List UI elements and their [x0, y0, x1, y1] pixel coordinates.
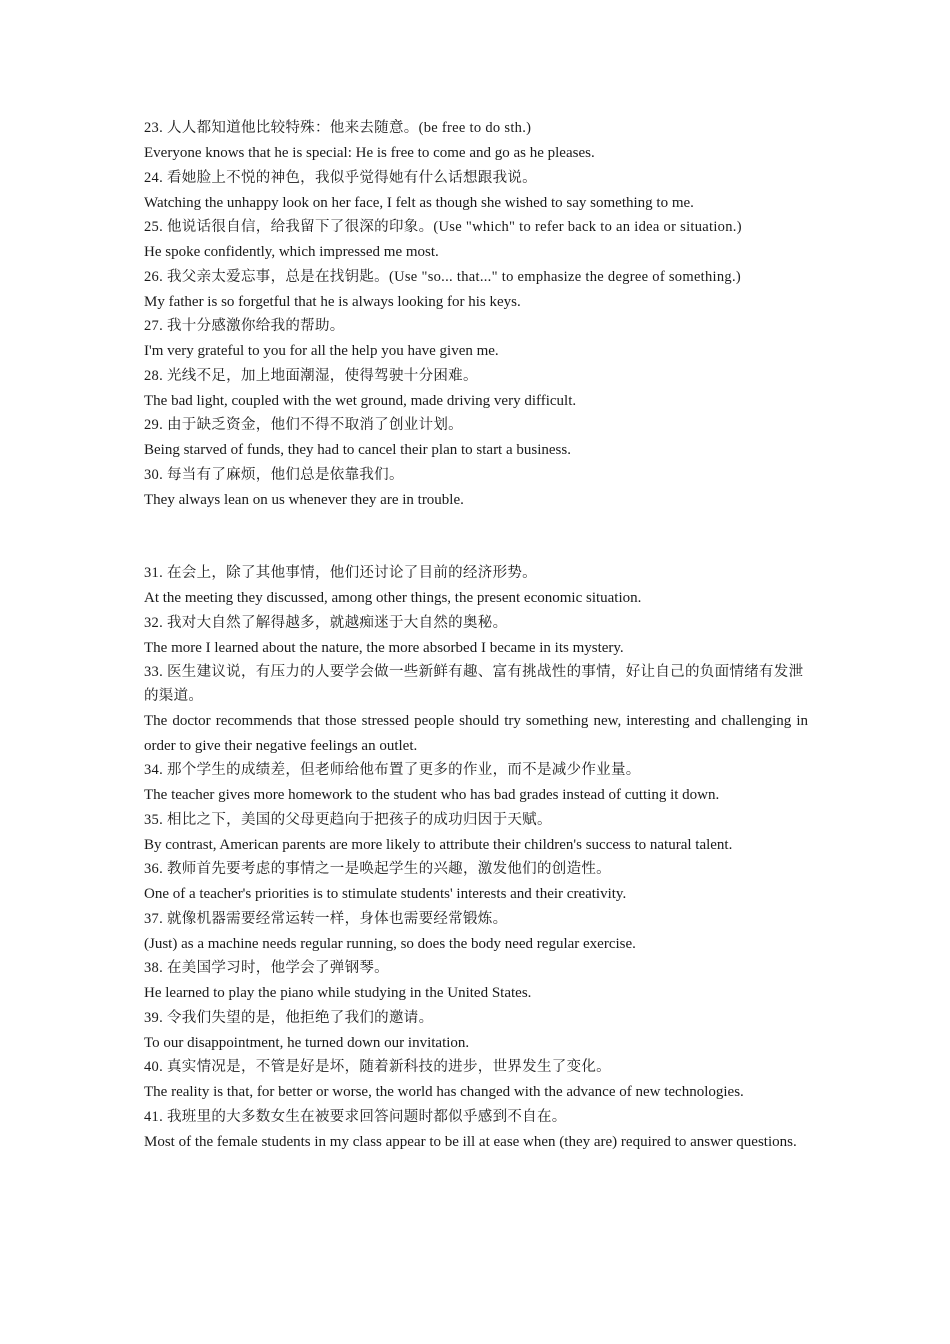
exercise-item-27: [144, 314, 808, 364]
chinese-text: 那个学生的成绩差，但老师给他布置了更多的作业，而不是减少作业量。: [166, 762, 641, 778]
chinese-sentence: [144, 808, 808, 832]
item-number: 39.: [144, 1009, 164, 1026]
chinese-text: 人人都知道他比较特殊：他来去随意。(be free to do sth.): [166, 120, 532, 136]
chinese-text: 教师首先要考虑的事情之一是唤起学生的兴趣，激发他们的创造性。: [166, 861, 611, 877]
chinese-text: 光线不足，加上地面潮湿，使得驾驶十分困难。: [166, 367, 478, 384]
chinese-sentence: [144, 166, 808, 190]
chinese-sentence: [144, 611, 808, 635]
chinese-text: 就像机器需要经常运转一样，身体也需要经常锻炼。: [166, 910, 508, 927]
chinese-sentence: [144, 314, 808, 338]
chinese-text: 他说话很自信，给我留下了很深的印象。(Use "which" to refer back to an idea or situation.): [166, 219, 742, 235]
chinese-text: 每当有了麻烦，他们总是依靠我们。: [166, 466, 404, 483]
item-number: 38.: [144, 960, 164, 976]
english-translation: By contrast, American parents are more likely to attribute their children's success to natural talent.: [144, 836, 733, 853]
english-translation: At the meeting they discussed, among other things, the present economic situation.: [144, 590, 642, 606]
english-translation: One of a teacher's priorities is to stimulate students' interests and their creativity.: [144, 886, 627, 902]
item-number: 40.: [144, 1059, 164, 1075]
chinese-text: 医生建议说，有压力的人要学会做一些新鲜有趣、富有挑战性的事情，好让自己的负面情绪有发泄的渠道。: [144, 664, 804, 704]
english-translation: Being starved of funds, they had to cancel their plan to start a business.: [144, 442, 571, 458]
item-number: 33.: [144, 664, 164, 680]
chinese-text: 在会上，除了其他事情，他们还讨论了目前的经济形势。: [166, 565, 537, 581]
english-translation: The more I learned about the nature, the more absorbed I became in its mystery.: [144, 639, 624, 656]
exercise-item-30: [144, 463, 808, 513]
chinese-sentence: [144, 956, 808, 980]
item-number: 31.: [144, 565, 164, 581]
chinese-sentence: [144, 463, 808, 487]
exercise-item-36: [144, 857, 808, 907]
item-number: 36.: [144, 861, 164, 877]
chinese-text: 由于缺乏资金，他们不得不取消了创业计划。: [166, 417, 463, 433]
item-number: 29.: [144, 417, 164, 433]
exercise-item-23: [144, 116, 808, 166]
exercise-item-32: [144, 611, 808, 661]
english-translation: (Just) as a machine needs regular running, so does the body need regular exercise.: [144, 935, 636, 952]
item-number: 24.: [144, 169, 164, 186]
chinese-sentence: [144, 364, 808, 388]
english-translation: The doctor recommends that those stressed people should try something new, interesting and challenging in order to give their negative feelings an outlet.: [144, 713, 808, 754]
exercise-item-35: [144, 808, 808, 858]
item-number: 34.: [144, 762, 164, 778]
chinese-text: 真实情况是，不管是好是坏，随着新科技的进步，世界发生了变化。: [166, 1059, 611, 1075]
chinese-sentence: [144, 265, 808, 289]
chinese-sentence: [144, 116, 808, 140]
item-number: 23.: [144, 120, 164, 136]
chinese-text: 看她脸上不悦的神色，我似乎觉得她有什么话想跟我说。: [166, 169, 537, 186]
chinese-text: 相比之下，美国的父母更趋向于把孩子的成功归因于天赋。: [166, 811, 552, 828]
exercise-item-41: [144, 1105, 808, 1155]
exercise-item-39: [144, 1006, 808, 1056]
english-translation: The bad light, coupled with the wet ground, made driving very difficult.: [144, 392, 577, 409]
english-translation: They always lean on us whenever they are in trouble.: [144, 491, 464, 508]
exercise-item-31: [144, 561, 808, 611]
english-translation: The teacher gives more homework to the student who has bad grades instead of cutting it down.: [144, 787, 720, 803]
english-translation: To our disappointment, he turned down our invitation.: [144, 1034, 470, 1051]
chinese-sentence: [144, 561, 808, 585]
exercise-item-25: [144, 215, 808, 265]
chinese-sentence: [144, 907, 808, 931]
chinese-text: 在美国学习时，他学会了弹钢琴。: [166, 960, 389, 976]
item-number: 28.: [144, 367, 164, 384]
section-gap: [144, 512, 808, 561]
exercise-item-33: [144, 660, 808, 758]
chinese-text: 我十分感激你给我的帮助。: [166, 318, 345, 334]
english-translation: He spoke confidently, which impressed me most.: [144, 244, 439, 260]
english-translation: Everyone knows that he is special: He is free to come and go as he pleases.: [144, 145, 595, 161]
english-translation: My father is so forgetful that he is always looking for his keys.: [144, 293, 521, 310]
chinese-sentence: [144, 1105, 808, 1129]
english-translation: The reality is that, for better or worse, the world has changed with the advance of new technologies.: [144, 1084, 744, 1100]
chinese-sentence: [144, 1006, 808, 1030]
english-translation: He learned to play the piano while studying in the United States.: [144, 985, 532, 1001]
exercise-item-24: [144, 166, 808, 216]
chinese-text: 我对大自然了解得越多，就越痴迷于大自然的奥秘。: [166, 614, 508, 631]
chinese-sentence: [144, 215, 808, 239]
item-number: 37.: [144, 910, 164, 927]
item-number: 26.: [144, 268, 164, 285]
exercise-item-26: [144, 265, 808, 315]
chinese-sentence: [144, 1055, 808, 1079]
chinese-sentence: [144, 857, 808, 881]
item-number: 32.: [144, 614, 164, 631]
chinese-text: 我班里的大多数女生在被要求回答问题时都似乎感到不自在。: [166, 1108, 567, 1125]
english-translation: Most of the female students in my class appear to be ill at ease when (they are) required to answer questions.: [144, 1133, 797, 1150]
item-number: 41.: [144, 1108, 164, 1125]
chinese-sentence: [144, 758, 808, 782]
item-number: 30.: [144, 466, 164, 483]
item-number: 27.: [144, 318, 164, 334]
english-translation: I'm very grateful to you for all the help you have given me.: [144, 343, 499, 359]
item-number: 35.: [144, 811, 164, 828]
chinese-text: 我父亲太爱忘事，总是在找钥匙。(Use "so... that..." to emphasize the degree of something.): [166, 268, 742, 285]
exercise-item-29: [144, 413, 808, 463]
exercise-item-37: [144, 907, 808, 957]
chinese-sentence: [144, 660, 808, 708]
english-translation: Watching the unhappy look on her face, I felt as though she wished to say something to me.: [144, 194, 694, 211]
exercise-item-40: [144, 1055, 808, 1105]
exercise-item-34: [144, 758, 808, 808]
exercise-item-38: [144, 956, 808, 1006]
chinese-sentence: [144, 413, 808, 437]
exercise-page: [144, 116, 808, 1154]
chinese-text: 令我们失望的是，他拒绝了我们的邀请。: [166, 1009, 434, 1026]
item-number: 25.: [144, 219, 164, 235]
exercise-item-28: [144, 364, 808, 414]
